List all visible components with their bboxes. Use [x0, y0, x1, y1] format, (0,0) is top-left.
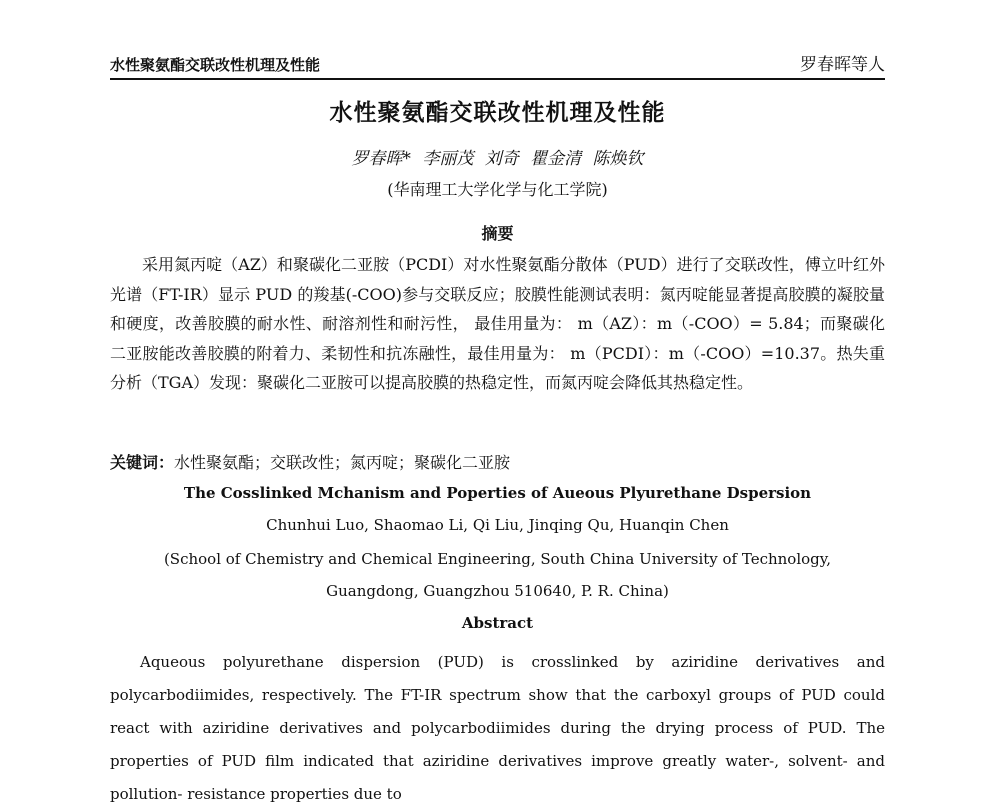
affiliation-en-line1: (School of Chemistry and Chemical Engineering, South China University of Technology,: [163, 550, 832, 568]
keywords-text-zh: 水性聚氨酯；交联改性；氮丙啶；聚碳化二亚胺: [174, 453, 511, 472]
abstract-heading-en: Abstract: [461, 614, 534, 632]
paper-title-en: The Cosslinked Mchanism and Poperties of Aueous Plyurethane Dspersion: [183, 484, 812, 502]
keywords-label-zh: 关键词：: [110, 453, 175, 472]
running-header-authors: 罗春晖等人: [800, 55, 885, 75]
abstract-body-zh: 采用氮丙啶（AZ）和聚碳化二亚胺（PCDI）对水性聚氨酯分散体（PUD）进行了交联改性，傅立叶红外光谱（FT-IR）显示 PUD 的羧基(-COO)参与交联反应；胶膜性能测试表明：氮丙啶能显著提高胶膜的凝胶量和硬度，改善胶膜的耐水性、耐溶剂性和耐污性， 最佳用量为： m（AZ）：m（-COO）= 5.84；而聚碳化二亚胺能改善胶膜的附着力、柔韧性和抗冻融性，最佳用量为： m（PCDI）：m（-COO）=10.37。热失重分析（TGA）发现：聚碳化二亚胺可以提高胶膜的热稳定性，而氮丙啶会降低其热稳定性。: [110, 255, 885, 392]
running-header: [110, 52, 885, 80]
authors-en: Chunhui Luo, Shaomao Li, Qi Liu, Jinqing Qu, Huanqin Chen: [266, 516, 729, 534]
paper-page: [110, 0, 885, 803]
paper-title-zh: 水性聚氨酯交联改性机理及性能: [329, 99, 666, 126]
keywords-zh: [110, 450, 885, 473]
affiliation-en-line2: Guangdong, Guangzhou 510640, P. R. China): [326, 582, 669, 600]
running-header-title: 水性聚氨酯交联改性机理及性能: [110, 56, 321, 74]
abstract-body-en: Aqueous polyurethane dispersion (PUD) is crosslinked by aziridine derivatives and polycarbodiimides, respectively. The FT-IR spectrum show that the carboxyl groups of PUD could react with aziridine derivatives and polycarbodiimides during the drying process of PUD. The properties of PUD film indicated that aziridine derivatives improve greatly water-, solvent- and pollution- resistance properties due to: [110, 653, 885, 803]
affiliation-zh: (华南理工大学化学与化工学院): [387, 180, 608, 199]
authors-zh: 罗春晖* 李丽茂 刘奇 瞿金清 陈焕钦: [351, 149, 644, 169]
abstract-heading-zh: 摘要: [481, 224, 514, 243]
